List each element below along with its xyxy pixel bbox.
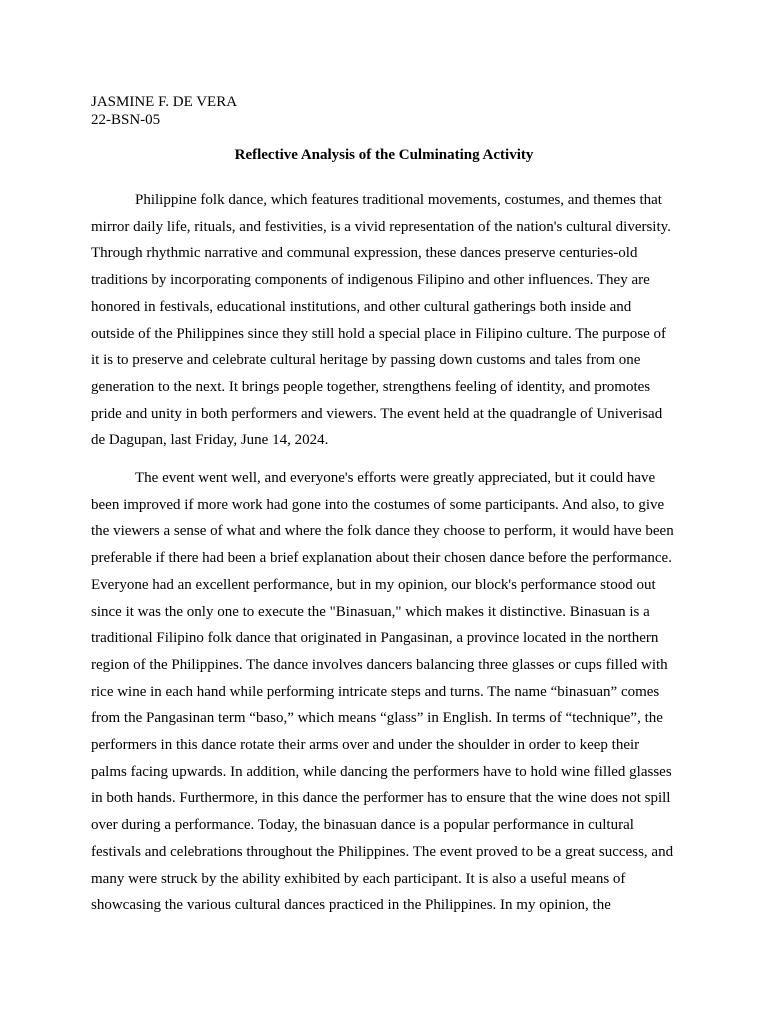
author-name: JASMINE F. DE VERA: [91, 94, 238, 110]
paragraph-line: honored in festivals, educational institutions, and other cultural gatherings both inside and: [91, 298, 632, 315]
paragraph-line: the viewers a sense of what and where the folk dance they choose to perform, it would have been: [91, 523, 674, 540]
paragraph-line: from the Pangasinan term “baso,” which means “glass” in English. In terms of “technique”, the: [91, 710, 663, 727]
paragraph-line: generation to the next. It brings people together, strengthens feeling of identity, and promotes: [91, 378, 651, 395]
paragraph-line: been improved if more work had gone into the costumes of some participants. And also, to give: [91, 496, 665, 513]
document-title: Reflective Analysis of the Culminating Activity: [234, 147, 534, 163]
paragraph-line: Everyone had an excellent performance, but in my opinion, our block's performance stood out: [91, 576, 656, 593]
paragraph-line: traditions by incorporating components of indigenous Filipino and other influences. They are: [91, 272, 650, 289]
paragraph-line: palms facing upwards. In addition, while dancing the performers have to hold wine filled glasses: [91, 763, 672, 780]
paragraph-line: mirror daily life, rituals, and festivities, is a vivid representation of the nation's cultural diversity.: [91, 218, 671, 235]
section-code: 22-BSN-05: [91, 112, 161, 128]
paragraph-1: [91, 187, 677, 454]
paragraph-line: rice wine in each hand while performing intricate steps and turns. The name “binasuan” comes: [91, 683, 660, 700]
paragraph-line: performers in this dance rotate their arms over and under the shoulder in order to keep their: [91, 737, 640, 754]
paragraph-2: [91, 465, 677, 919]
author-header: [91, 93, 237, 129]
paragraph-line: since it was the only one to execute the "Binasuan," which makes it distinctive. Binasuan is a: [91, 603, 650, 620]
paragraph-line: pride and unity in both performers and viewers. The event held at the quadrangle of Univerisad: [91, 405, 663, 422]
paragraph-line: it is to preserve and celebrate cultural heritage by passing down customs and tales from one: [91, 352, 641, 369]
paragraph-line: outside of the Philippines since they still hold a special place in Filipino culture. The purpose of: [91, 325, 667, 342]
paragraph-line: de Dagupan, last Friday, June 14, 2024.: [91, 432, 329, 449]
paragraph-line: Philippine folk dance, which features traditional movements, costumes, and themes that: [135, 192, 662, 208]
document-body: [91, 187, 677, 919]
paragraph-line: showcasing the various cultural dances practiced in the Philippines. In my opinion, the: [91, 897, 611, 914]
paragraph-line: festivals and celebrations throughout the Philippines. The event proved to be a great success, and: [91, 843, 674, 860]
paragraph-line: over during a performance. Today, the binasuan dance is a popular performance in cultural: [91, 817, 634, 834]
paragraph-line: Through rhythmic narrative and communal expression, these dances preserve centuries-old: [91, 245, 638, 262]
paragraph-line: region of the Philippines. The dance involves dancers balancing three glasses or cups filled with: [91, 656, 668, 673]
paragraph-line: in both hands. Furthermore, in this dance the performer has to ensure that the wine does not spill: [91, 790, 671, 807]
paragraph-line: The event went well, and everyone's efforts were greatly appreciated, but it could have: [135, 470, 656, 487]
paragraph-line: preferable if there had been a brief explanation about their chosen dance before the performance.: [91, 550, 672, 567]
paragraph-line: traditional Filipino folk dance that originated in Pangasinan, a province located in the northern: [91, 630, 659, 647]
paragraph-line: many were struck by the ability exhibited by each participant. It is also a useful means of: [91, 870, 626, 887]
